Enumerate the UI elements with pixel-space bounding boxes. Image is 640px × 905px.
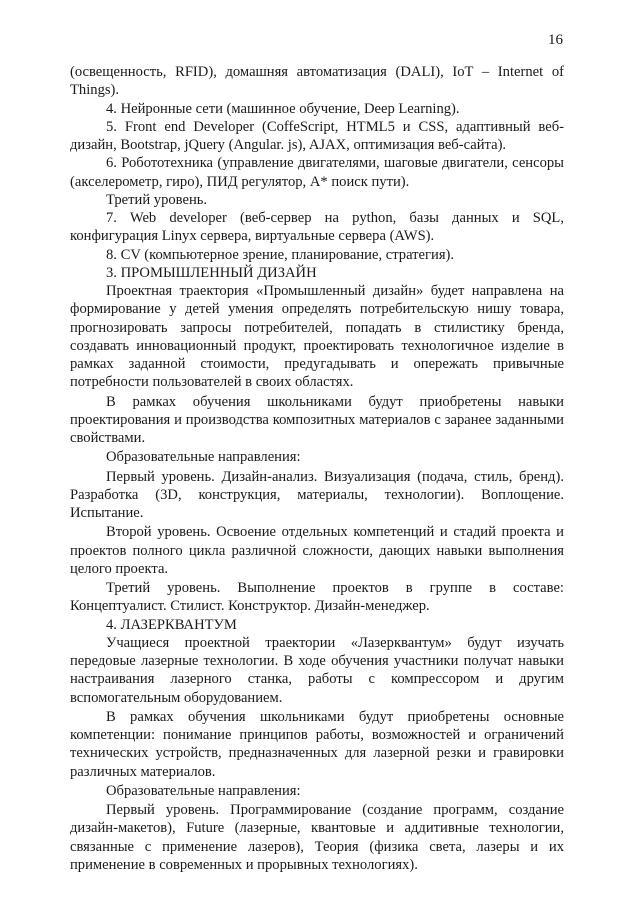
paragraph: 5. Front end Developer (CoffeScript, HTML5 и CSS, адаптивный веб-дизайн, Bootstrap, jQuery (Angular. js), AJAX, оптимизация веб-сайта). bbox=[70, 118, 564, 153]
page-number: 16 bbox=[548, 32, 563, 48]
paragraph: Первый уровень. Программирование (создание программ, создание дизайн-макетов), Future (лазерные, квантовые и аддитивные технологии, связанные с применение лазеров), Теория (физика света, лазеры и их применение в современных и прорывных технологиях). bbox=[70, 802, 564, 873]
paragraph: Третий уровень. bbox=[106, 191, 208, 208]
paragraph: 8. CV (компьютерное зрение, планирование, стратегия). bbox=[106, 246, 455, 263]
paragraph: Второй уровень. Освоение отдельных компетенций и стадий проекта и проектов полного цикла различной сложности, дающих навыки выполнения целого проекта. bbox=[70, 524, 564, 577]
paragraph: 4. Нейронные сети (машинное обучение, Deep Learning). bbox=[106, 100, 460, 117]
paragraph: Образовательные направления: bbox=[106, 782, 301, 799]
paragraph: В рамках обучения школьниками будут приобретены навыки проектирования и производства композитных материалов с заранее заданными свойствами. bbox=[70, 393, 564, 446]
section-heading: 4. ЛАЗЕРКВАНТУМ bbox=[106, 616, 237, 633]
paragraph: 6. Робототехника (управление двигателями, шаговые двигатели, сенсоры (акселерометр, гиро), ПИД регулятор, A* поиск пути). bbox=[70, 155, 564, 190]
paragraph: Третий уровень. Выполнение проектов в группе в составе: Концептуалист. Стилист. Конструктор. Дизайн-менеджер. bbox=[70, 580, 564, 615]
paragraph: (освещенность, RFID), домашняя автоматизация (DALI), IoT – Internet of Things). bbox=[70, 64, 564, 99]
document-body bbox=[70, 63, 564, 874]
paragraph: Проектная траектория «Промышленный дизайн» будет направлена на формирование у детей умения определять потребительскую нишу товара, прогнозировать запросы потребителей, попадать в стилистику бренда, создавать инновационный продукт, проектировать технологичное изделие в рамках заданной стоимости, предугадывать и опережать привычные потребности пользователей в своих областях. bbox=[70, 283, 564, 391]
paragraph: В рамках обучения школьниками будут приобретены основные компетенции: понимание принципов работы, возможностей и ограничений технических устройств, предназначенных для лазерной резки и гравировки различных материалов. bbox=[70, 708, 564, 780]
paragraph: Первый уровень. Дизайн-анализ. Визуализация (подача, стиль, бренд). Разработка (3D, конструкция, материалы, технологии). Воплощение. Испытание. bbox=[70, 468, 564, 521]
paragraph: Образовательные направления: bbox=[106, 449, 301, 466]
section-heading: 3. ПРОМЫШЛЕННЫЙ ДИЗАЙН bbox=[106, 264, 317, 281]
paragraph: 7. Web developer (веб-сервер на python, базы данных и SQL, конфигурация Linyx сервера, виртуальные сервера (AWS). bbox=[70, 210, 564, 245]
paragraph: Учащиеся проектной траектории «Лазерквантум» будут изучать передовые лазерные технологии. В ходе обучения участники получат навыки настраивания лазерного станка, работы с компрессором и другим вспомогательным оборудованием. bbox=[70, 634, 564, 706]
